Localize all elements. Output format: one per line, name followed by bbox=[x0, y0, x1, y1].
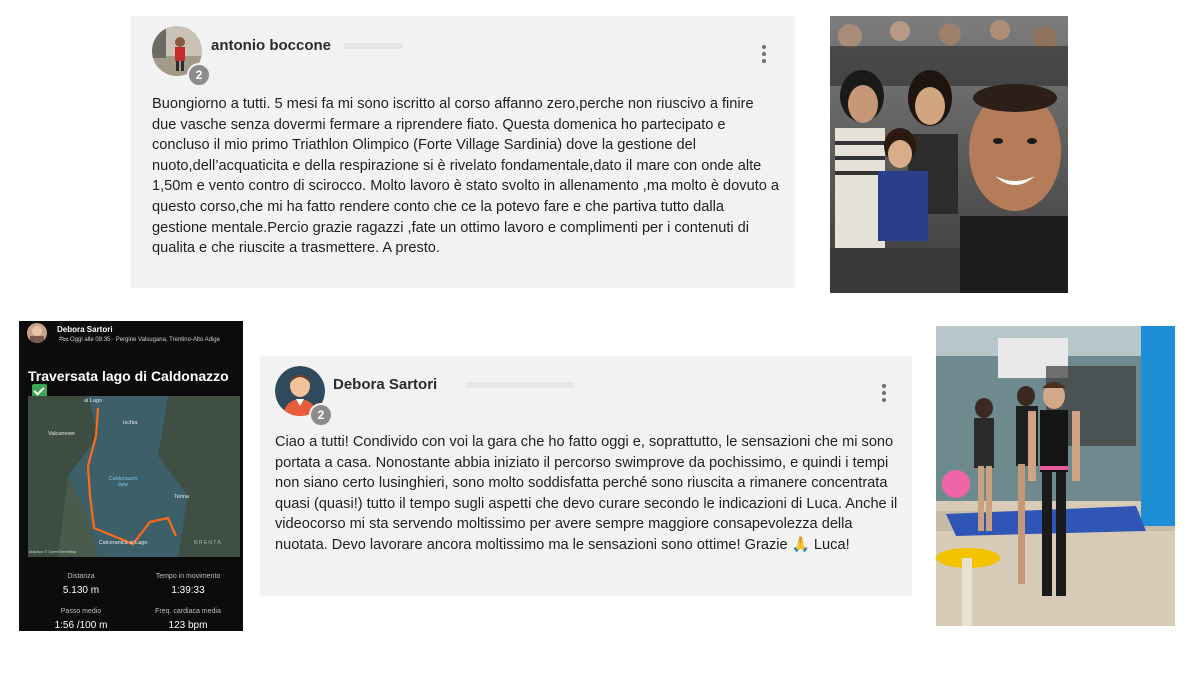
map-label-valcanover: Valcanover bbox=[48, 431, 76, 437]
map-label-calceranica: Calceranica al Lago bbox=[98, 540, 148, 546]
stat-label-avg-pace: Passo medio bbox=[60, 608, 102, 615]
stat-value-distance: 5.130 m bbox=[62, 585, 100, 596]
activity-card bbox=[19, 321, 243, 631]
map-label-ischia: Ischia bbox=[123, 420, 138, 426]
author-name[interactable]: Debora Sartori bbox=[333, 376, 438, 393]
stat-label-moving-time: Tempo in movimento bbox=[155, 573, 221, 580]
activity-subtitle: Oggi alle 09:35 · Pergine Valsugana, Trentino-Alto Adige bbox=[59, 335, 229, 344]
avatar-level-badge: 2 bbox=[187, 63, 211, 87]
post-body: Ciao a tutti! Condivido con voi la gara che ho fatto oggi e, soprattutto, le sensazioni che mi sono portata a casa. Nonostante abbia iniziato il percorso swimprove da pochissimo, e quindi i tempi non siano certo lusinghieri, sono molto soddisfatta perché sono riuscita a rimanere concentrata quasi (quasi!) tutto il tempo sugli aspetti che devo curare secondo le indicazioni di Luca. Anche il videocorso mi sta servendo moltissimo per avere sempre maggiore consapevolezza della nuotata. Devo lavorare ancora moltissimo ma le sensazioni sono ottime! Grazie 🙏 Luca! bbox=[275, 434, 898, 553]
avatar[interactable] bbox=[27, 323, 47, 343]
stat-value-avg-heart-rate: 123 bpm bbox=[168, 620, 208, 631]
post-body: Buongiorno a tutti. 5 mesi fa mi sono iscritto al corso affanno zero,perche non riuscivo a finire due vasche senza dovermi fermare a riprendere fiato. Questa domenica ho partecipato e concluso il mio primo Triathlon Olimpico (Forte Village Sardinia) dove la gestione del nuoto,dell’acquaticita e della respirazione si è rivelato fondamentale,dato il mare con onde alte 1,50m e vento contro di scirocco. Molto lavoro è stato svolto in allenamento ,ma molto è dovuto a questo corso,che mi ha fatto rendere conto che ce la potevo fare e che partiva tutto dalla gestione mentale.Percio grazie ragazzi ,fate un ottimo lavoro e complimenti per i contenuti di qualita e che riuscite a trasmettere. A presto. bbox=[152, 96, 780, 257]
stat-label-avg-heart-rate: Freq. cardiaca media bbox=[155, 608, 221, 615]
stat-value-moving-time: 1:39:33 bbox=[171, 585, 205, 596]
activity-author: Debora Sartori bbox=[57, 325, 113, 334]
map-label-al-lago: al Lago bbox=[84, 398, 103, 404]
map-attribution: Mapbox © OpenStreetMap bbox=[29, 549, 77, 554]
swim-icon bbox=[59, 335, 68, 341]
stat-value-avg-pace: 1:56 /100 m bbox=[54, 620, 108, 631]
post-meta-blurred bbox=[343, 43, 403, 49]
race-finish-photo bbox=[936, 326, 1175, 626]
post-meta-blurred bbox=[465, 382, 575, 388]
testimonial-post-debora bbox=[260, 356, 912, 596]
selfie-photo bbox=[830, 16, 1068, 293]
route-map[interactable] bbox=[28, 396, 240, 557]
map-label-lake: Caldonazzo lake bbox=[108, 476, 138, 488]
avatar-level-badge: 2 bbox=[309, 403, 333, 427]
stat-label-distance: Distanza bbox=[67, 573, 95, 580]
more-options-icon[interactable] bbox=[882, 384, 886, 405]
testimonial-post-antonio bbox=[131, 16, 795, 288]
activity-title: Traversata lago di Caldonazzo bbox=[28, 368, 243, 400]
map-label-tenna: Tenna bbox=[174, 494, 189, 500]
map-label-brenta: BRENTA bbox=[194, 540, 222, 546]
author-name[interactable]: antonio boccone bbox=[211, 37, 331, 54]
more-options-icon[interactable] bbox=[762, 45, 766, 66]
